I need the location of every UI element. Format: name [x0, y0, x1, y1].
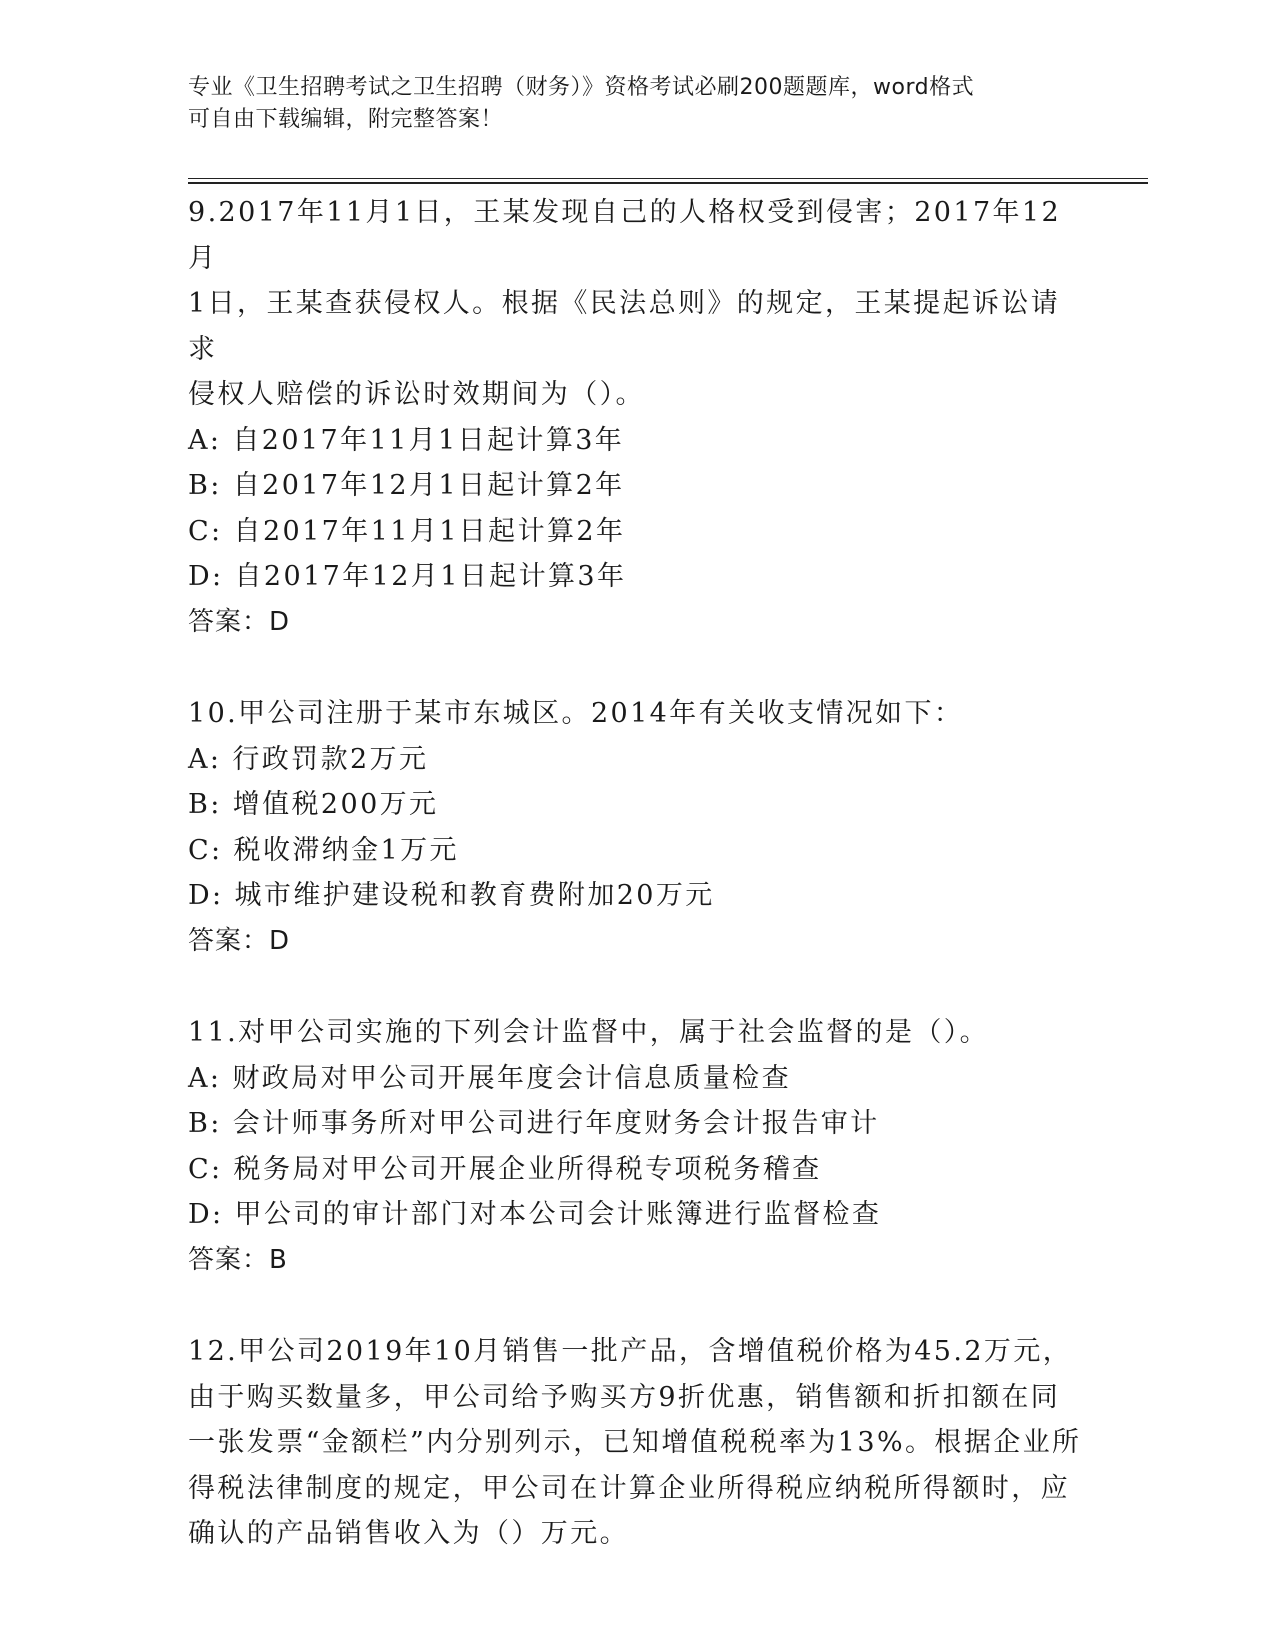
option-a: A: 财政局对甲公司开展年度会计信息质量检查	[188, 1062, 791, 1094]
option-c: C: 自2017年11月1日起计算2年	[188, 515, 626, 547]
question-stem-line: 12.甲公司2019年10月销售一批产品，含增值税价格为45.2万元，	[188, 1336, 1073, 1367]
question-stem-line: 得税法律制度的规定，甲公司在计算企业所得税应纳税所得额时，应	[188, 1472, 1070, 1504]
question-spacer	[188, 645, 1088, 691]
answer-text: 答案：B	[188, 1244, 288, 1275]
question-9	[188, 190, 1088, 645]
header-line-2: 可自由下载编辑，附完整答案！	[188, 107, 504, 132]
option-c: C: 税收滞纳金1万元	[188, 834, 459, 866]
question-12	[188, 1329, 1088, 1557]
answer-text: 答案：D	[188, 606, 291, 637]
question-stem-line: 10.甲公司注册于某市东城区。2014年有关收支情况如下：	[188, 698, 964, 729]
question-stem-line: 一张发票“金额栏”内分别列示，已知增值税税率为13%。根据企业所	[188, 1427, 1082, 1458]
question-stem-line: 1日，王某查获侵权人。根据《民法总则》的规定，王某提起诉讼请求	[188, 288, 1061, 365]
answer-text: 答案：D	[188, 925, 291, 956]
question-spacer	[188, 964, 1088, 1010]
question-stem-line: 确认的产品销售收入为（）万元。	[188, 1518, 629, 1549]
question-11	[188, 1010, 1088, 1283]
page-header	[188, 72, 1088, 136]
option-d: D: 城市维护建设税和教育费附加20万元	[188, 880, 715, 911]
question-spacer	[188, 1283, 1088, 1329]
question-stem-line: 11.对甲公司实施的下列会计监督中，属于社会监督的是（）。	[188, 1017, 990, 1048]
option-c: C: 税务局对甲公司开展企业所得税专项税务稽查	[188, 1153, 822, 1185]
question-stem-line: 侵权人赔偿的诉讼时效期间为（）。	[188, 379, 645, 410]
option-d: D: 自2017年12月1日起计算3年	[188, 561, 627, 592]
option-d: D: 甲公司的审计部门对本公司会计账簿进行监督检查	[188, 1199, 882, 1230]
header-divider	[188, 178, 1148, 184]
option-a: A: 自2017年11月1日起计算3年	[188, 424, 625, 456]
question-stem-line: 9.2017年11月1日，王某发现自己的人格权受到侵害；2017年12月	[188, 197, 1062, 274]
question-list	[188, 190, 1088, 1557]
option-b: B: 自2017年12月1日起计算2年	[188, 470, 625, 501]
question-stem-line: 由于购买数量多，甲公司给予购买方9折优惠，销售额和折扣额在同	[188, 1381, 1061, 1413]
header-line-1: 专业《卫生招聘考试之卫生招聘（财务）》资格考试必刷200题题库，word格式	[188, 75, 975, 100]
option-b: B: 增值税200万元	[188, 789, 439, 820]
option-a: A: 行政罚款2万元	[188, 743, 429, 775]
question-10	[188, 691, 1088, 964]
option-b: B: 会计师事务所对甲公司进行年度财务会计报告审计	[188, 1108, 880, 1139]
